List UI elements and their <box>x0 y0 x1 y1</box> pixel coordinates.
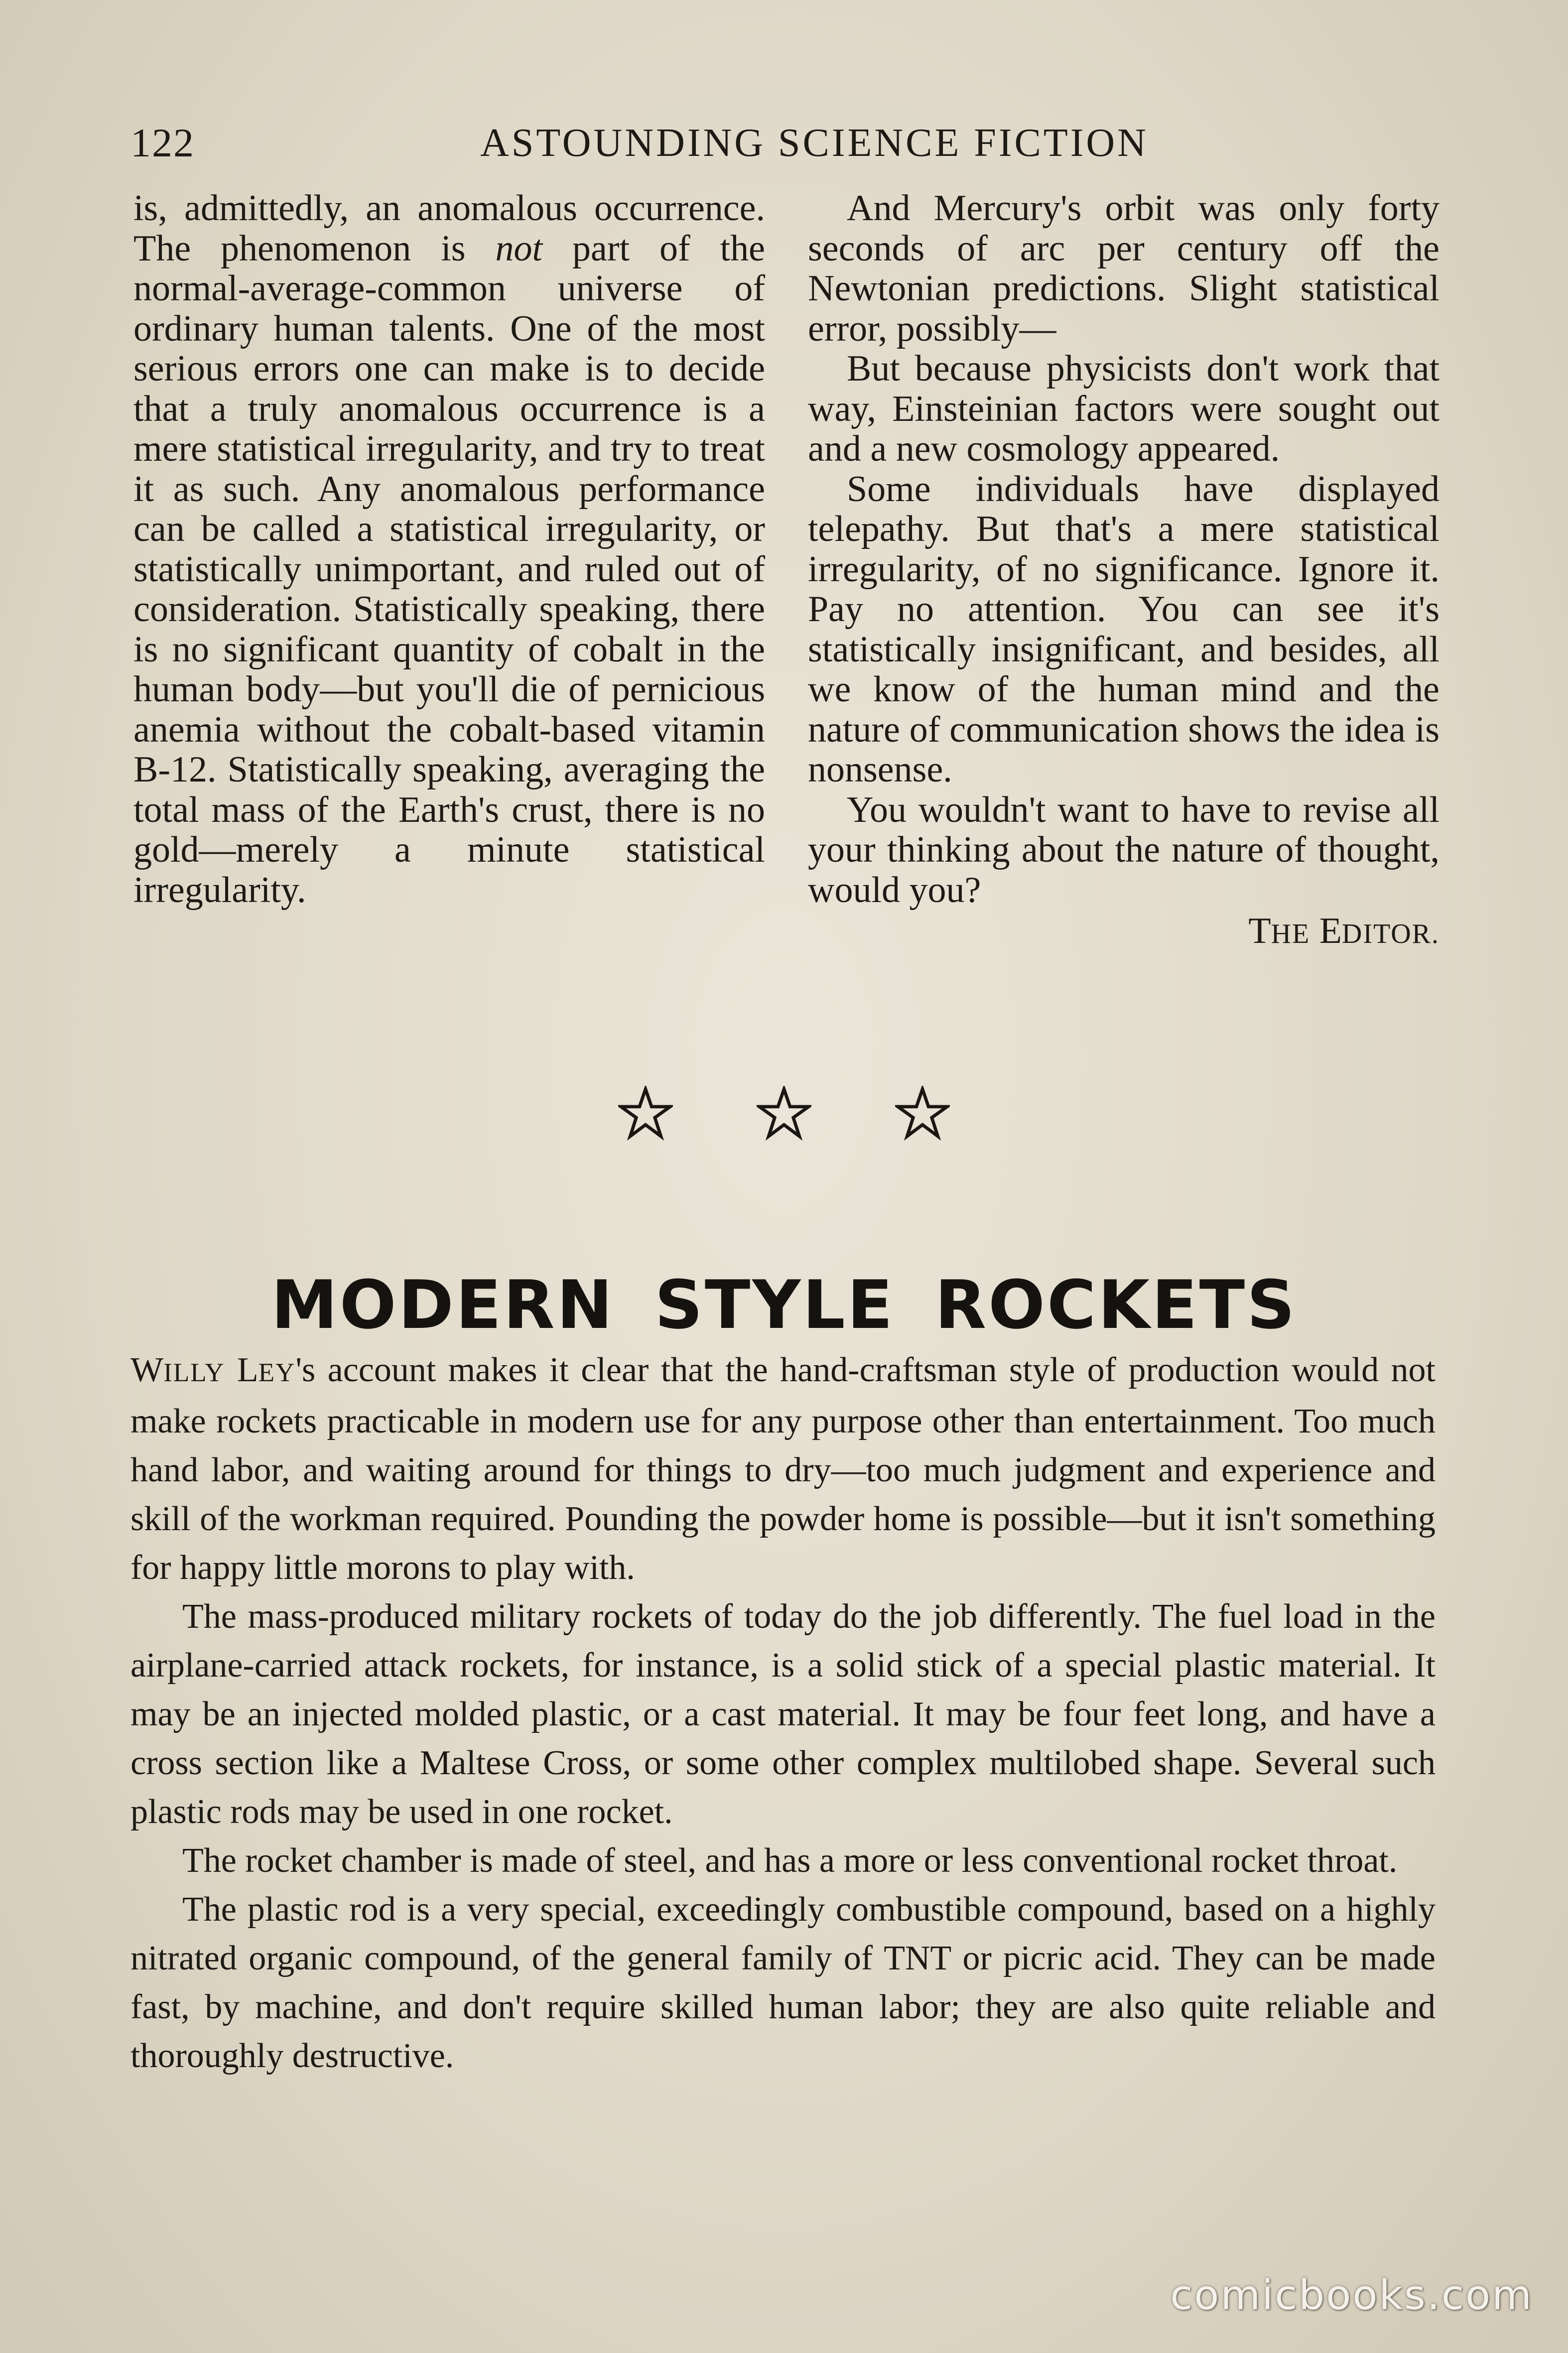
editorial-paragraph: And Mercury's orbit was only forty seconds of arc per century off the Newtonian predictions. Slight statistical error, possibly— <box>808 188 1439 349</box>
page-number: 122 <box>131 120 195 165</box>
editorial-paragraph: But because physicists don't work that way, Einsteinian factors were sought out and a new cosmology appeared. <box>808 348 1439 469</box>
article-paragraph: The rocket chamber is made of steel, and has a more or less conventional rocket throat. <box>182 1841 1398 1880</box>
editorial-paragraph: Some individuals have displayed telepathy. But that's a mere statistical irregularity, of no significance. Ignore it. Pay no attention. You can see it's statistically insignificant, and besides, all we know of the human mind and the nature of communication shows the idea is nonsense. <box>808 468 1439 790</box>
editorial-right-column <box>808 188 1439 954</box>
magazine-title: ASTOUNDING SCIENCE FICTION <box>480 121 1149 165</box>
running-head <box>131 116 1438 170</box>
emphasis-text: not <box>495 228 543 269</box>
editorial-left-column <box>133 188 765 910</box>
section-divider <box>0 1086 1568 1161</box>
editor-signature-text: THE EDITOR. <box>1248 911 1439 951</box>
editorial-text: is, admittedly, an anomalous occurrence. The phenomenon is <box>133 188 765 269</box>
article-paragraph: The plastic rod is a very special, exceedingly combustible compound, based on a highly nitrated organic compound, of the general family of TNT or picric acid. They can be made fast, by machine, and don't require skilled human labor; they are also quite reliable and thoroughly destructive. <box>131 1890 1436 2075</box>
star-icon <box>895 1086 950 1141</box>
site-watermark: comicbooks.com <box>1170 2272 1533 2319</box>
editor-signature <box>808 911 1439 954</box>
editorial-text: part of the normal-average-common universe of ordinary human talents. One of the most serious errors one can make is to decide that a truly anomalous occurrence is a mere statistical irregularity, and try to treat it as such. Any anomalous performance can be called a statistical irregularity, or statistically unimportant, and ruled out of consideration. Statistically speaking, there is no significant quantity of cobalt in the human body—but you'll die of pernicious anemia without the cobalt-based vitamin B-12. Statistically speaking, averaging the total mass of the Earth's crust, there is no gold—merely a minute statistical irregularity. <box>133 228 766 911</box>
author-name: WILLY LEY <box>131 1351 296 1389</box>
editorial-paragraph <box>133 188 765 910</box>
article-lead-paragraph <box>131 1346 1436 1592</box>
star-icon <box>618 1086 673 1141</box>
article-body <box>131 1346 1436 2081</box>
article-text: 's account makes it clear that the hand-craftsman style of production would not make rockets practicable in modern use for any purpose other than entertainment. Too much hand labor, and waiting around for things to dry—too much judgment and experience and skill of the workman required. Pounding the powder home is possible—but it isn't something for happy little morons to play with. <box>131 1351 1436 1587</box>
editorial-paragraph: You wouldn't want to have to revise all your thinking about the nature of thought, would you? <box>808 789 1439 911</box>
article-title: MODERN STYLE ROCKETS <box>271 1266 1297 1344</box>
star-icon <box>757 1086 811 1141</box>
article-paragraph: The mass-produced military rockets of today do the job differently. The fuel load in the airplane-carried attack rockets, for instance, is a solid stick of a special plastic material. It may be an injected molded plastic, or a cast material. It may be four feet long, and have a cross section like a Maltese Cross, or some other complex multilobed shape. Several such plastic rods may be used in one rocket. <box>131 1597 1436 1831</box>
